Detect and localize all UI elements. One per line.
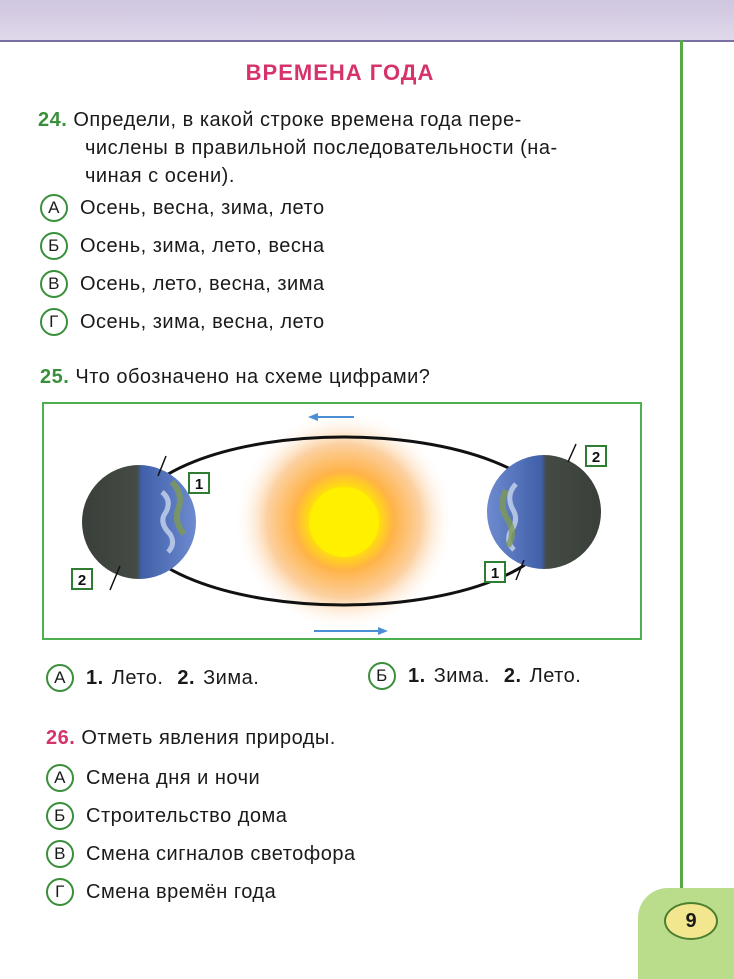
- question-24-text-line3: чиная с осени).: [85, 165, 235, 187]
- question-26-number: 26.: [46, 727, 76, 749]
- option-letter-badge[interactable]: В: [46, 840, 74, 868]
- label-1-right: 1: [490, 565, 500, 582]
- answer-number-2: 2.: [503, 664, 522, 687]
- option-letter-badge[interactable]: Б: [368, 662, 396, 690]
- label-2-right: 2: [591, 449, 601, 466]
- question-25-text: Что обозначено на схеме цифрами?: [75, 366, 431, 388]
- answer-number-1: 1.: [408, 664, 426, 687]
- q26-option-a[interactable]: [46, 764, 260, 792]
- q26-option-b[interactable]: [46, 802, 287, 830]
- option-text: Смена времён года: [86, 880, 277, 903]
- question-24: [38, 106, 648, 190]
- orbit-diagram-svg: [44, 404, 644, 642]
- question-24-text-line2: числены в правильной последовательности (на-: [85, 137, 558, 159]
- question-26: [46, 724, 336, 752]
- option-letter-badge[interactable]: Г: [46, 878, 74, 906]
- q25-option-a[interactable]: [46, 664, 273, 692]
- question-25: [40, 363, 430, 391]
- page-title: ВРЕМЕНА ГОДА: [245, 60, 435, 85]
- q24-option-b[interactable]: [40, 232, 325, 260]
- top-header-band: [0, 0, 734, 42]
- option-text: Смена сигналов светофора: [86, 842, 356, 865]
- q25-option-b[interactable]: [368, 662, 595, 690]
- q26-option-c[interactable]: [46, 840, 356, 868]
- arrow-right-icon: [378, 627, 388, 635]
- q24-option-d[interactable]: [40, 308, 325, 336]
- option-text: Осень, зима, лето, весна: [80, 234, 325, 257]
- page-margin-rule: [680, 40, 683, 900]
- option-letter-badge[interactable]: А: [46, 664, 74, 692]
- page-number: 9: [664, 902, 718, 940]
- answer-text-2: Лето.: [529, 664, 582, 687]
- orbit-diagram: [42, 402, 642, 640]
- option-letter-badge[interactable]: В: [40, 270, 68, 298]
- answer-text-1: Лето.: [111, 666, 164, 689]
- answer-text-2: Зима.: [203, 666, 260, 689]
- question-24-text-line1: Определи, в какой строке времена года пере-: [73, 109, 522, 131]
- question-24-number: 24.: [38, 109, 68, 131]
- axis-line: [568, 444, 576, 462]
- sun-icon: [309, 487, 379, 557]
- question-26-text: Отметь явления природы.: [81, 727, 336, 749]
- option-letter-badge[interactable]: Б: [46, 802, 74, 830]
- option-letter-badge[interactable]: А: [40, 194, 68, 222]
- option-text: Осень, зима, весна, лето: [80, 310, 325, 333]
- option-letter-badge[interactable]: Б: [40, 232, 68, 260]
- option-letter-badge[interactable]: А: [46, 764, 74, 792]
- answer-number-2: 2.: [177, 666, 196, 689]
- option-text: Строительство дома: [86, 804, 288, 827]
- question-25-number: 25.: [40, 366, 70, 388]
- option-letter-badge[interactable]: Г: [40, 308, 68, 336]
- option-text: Осень, весна, зима, лето: [80, 196, 325, 219]
- label-1-left: 1: [194, 476, 204, 493]
- option-text: Осень, лето, весна, зима: [80, 272, 325, 295]
- q24-option-a[interactable]: [40, 194, 325, 222]
- answer-text-1: Зима.: [433, 664, 490, 687]
- q26-option-d[interactable]: [46, 878, 276, 906]
- answer-number-1: 1.: [86, 666, 104, 689]
- label-2-left: 2: [77, 572, 87, 589]
- q24-option-c[interactable]: [40, 270, 325, 298]
- option-text: Смена дня и ночи: [86, 766, 261, 789]
